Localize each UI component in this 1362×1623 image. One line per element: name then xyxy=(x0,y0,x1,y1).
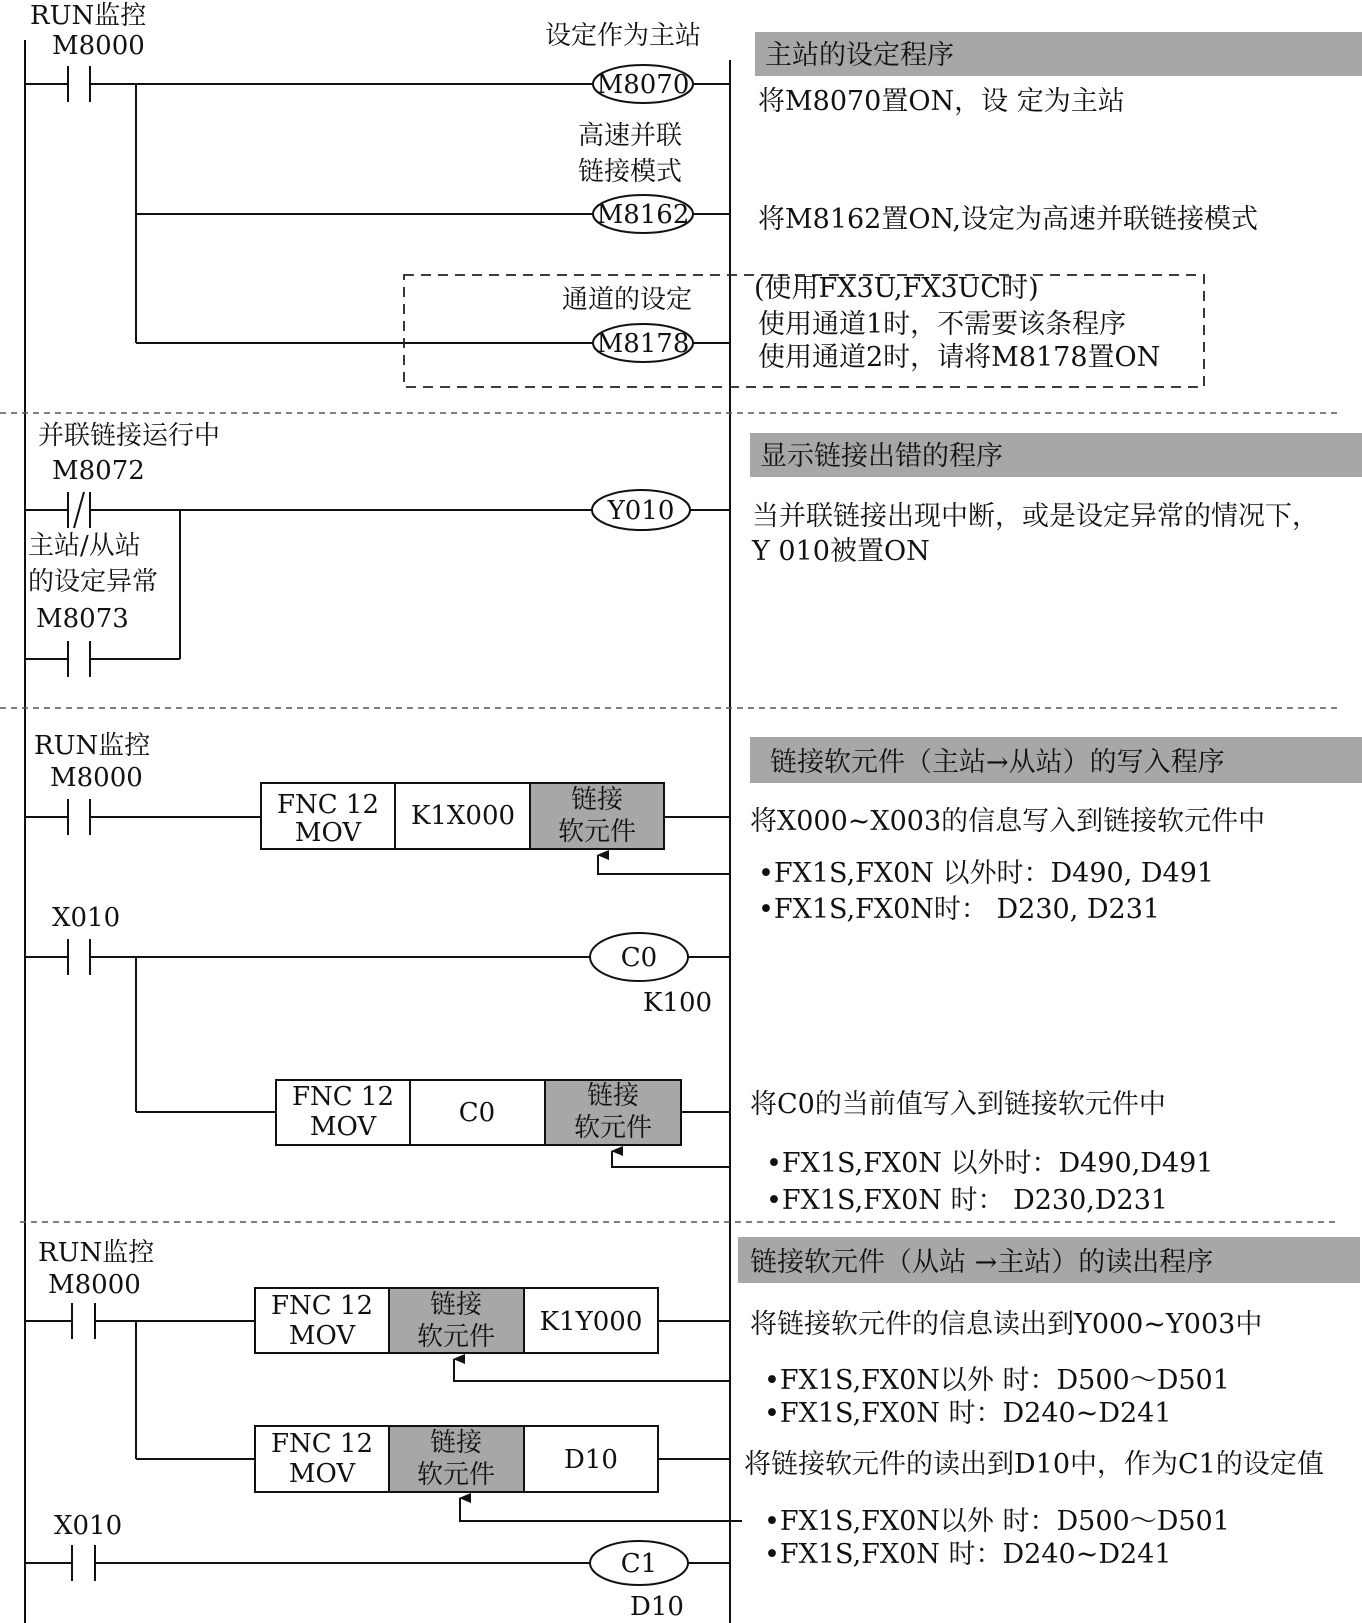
contact-label-m8072: M8072 xyxy=(52,456,145,486)
note-write-x000: 将X000~X003的信息写入到链接软元件中 xyxy=(750,806,1266,837)
header-link-read: 链接软元件（从站 →主站）的读出程序 xyxy=(750,1247,1214,1278)
note-read-y000: 将链接软元件的信息读出到Y000~Y003中 xyxy=(750,1309,1263,1340)
mov2-src: C0 xyxy=(458,1098,496,1128)
contact-label-m8000-3: M8000 xyxy=(50,763,143,793)
contact-label-x010-3: X010 xyxy=(52,903,121,933)
coil-label-c0: C0 xyxy=(620,943,658,973)
coil-label-m8162: M8162 xyxy=(596,200,690,230)
mov1-dest-line2: 软元件 xyxy=(557,817,637,847)
contact-comment-link-running: 并联链接运行中 xyxy=(38,421,221,451)
mov3-dest: K1Y000 xyxy=(539,1307,643,1337)
note-write-c0-d230: •FX1S,FX0N 时： D230,D231 xyxy=(766,1185,1169,1216)
mov4-op: MOV xyxy=(288,1459,356,1489)
contact-label-m8073: M8073 xyxy=(36,604,129,634)
coil-label-y010: Y010 xyxy=(607,496,675,526)
mov4-src-line1: 链接 xyxy=(429,1428,483,1458)
coil-label-m8178: M8178 xyxy=(596,329,690,359)
note-read-d500-1: •FX1S,FX0N以外 时：D500～D501 xyxy=(764,1365,1230,1396)
mov1-op: MOV xyxy=(294,818,362,848)
note-read-d500-2: •FX1S,FX0N以外 时：D500～D501 xyxy=(764,1506,1230,1537)
contact-label-m8000-1: M8000 xyxy=(52,31,145,61)
mov1-fnc: FNC 12 xyxy=(276,790,380,820)
mov4-src-line2: 软元件 xyxy=(416,1460,496,1490)
note-read-d10: 将链接软元件的读出到D10中，作为C1的设定值 xyxy=(744,1449,1324,1480)
mov1-src: K1X000 xyxy=(410,801,516,831)
note-fx3u-line3: 使用通道2时，请将M8178置ON xyxy=(758,342,1161,373)
contact-comment-run-monitor-3: RUN监控 xyxy=(34,731,151,761)
note-write-d490: •FX1S,FX0N 以外时：D490, D491 xyxy=(758,858,1215,889)
coil-comment-m8162-line1: 高速并联 xyxy=(578,121,683,151)
mov1-dest-line1: 链接 xyxy=(570,785,624,815)
note-write-d230: •FX1S,FX0N时： D230, D231 xyxy=(758,894,1161,925)
coil-setting-k100: K100 xyxy=(643,988,713,1018)
note-m8070: 将M8070置ON，设 定为主站 xyxy=(758,86,1125,117)
coil-label-c1: C1 xyxy=(620,1549,658,1579)
mov2-dest-line2: 软元件 xyxy=(573,1113,653,1143)
contact-comment-run-monitor-1: RUN监控 xyxy=(30,1,147,31)
note-write-c0: 将C0的当前值写入到链接软元件中 xyxy=(750,1089,1166,1120)
mov2-dest-line1: 链接 xyxy=(586,1081,640,1111)
note-y010-line2: Y 010被置ON xyxy=(752,536,930,567)
arrow-mov4 xyxy=(460,1498,742,1521)
mov2-op: MOV xyxy=(309,1112,377,1142)
contact-comment-setting-error-line2: 的设定异常 xyxy=(28,567,159,597)
note-read-d240-2: •FX1S,FX0N 时：D240~D241 xyxy=(764,1539,1172,1570)
coil-comment-m8178: 通道的设定 xyxy=(562,285,693,315)
mov3-src-line2: 软元件 xyxy=(416,1322,496,1352)
note-read-d240-1: •FX1S,FX0N 时：D240~D241 xyxy=(764,1398,1172,1429)
header-link-write: 链接软元件（主站→从站）的写入程序 xyxy=(770,747,1225,778)
contact-comment-setting-error-line1: 主站/从站 xyxy=(28,531,141,561)
contact-label-x010-4: X010 xyxy=(54,1511,123,1541)
coil-comment-m8162-line2: 链接模式 xyxy=(578,157,683,187)
header-master-setting: 主站的设定程序 xyxy=(765,40,954,71)
coil-comment-m8070: 设定作为主站 xyxy=(545,21,702,51)
coil-setting-d10: D10 xyxy=(630,1592,684,1622)
note-y010-line1: 当并联链接出现中断，或是设定异常的情况下， xyxy=(752,501,1319,532)
mov3-src-line1: 链接 xyxy=(429,1290,483,1320)
note-fx3u-line2: 使用通道1时，不需要该条程序 xyxy=(758,309,1127,340)
note-write-c0-d490: •FX1S,FX0N 以外时：D490,D491 xyxy=(766,1148,1214,1179)
mov2-fnc: FNC 12 xyxy=(291,1082,395,1112)
coil-label-m8070: M8070 xyxy=(596,70,690,100)
mov4-fnc: FNC 12 xyxy=(270,1429,374,1459)
mov3-op: MOV xyxy=(288,1321,356,1351)
arrow-mov3 xyxy=(454,1359,730,1381)
contact-label-m8000-4: M8000 xyxy=(48,1270,141,1300)
arrow-mov1 xyxy=(598,855,730,874)
arrow-mov2 xyxy=(612,1151,730,1167)
mov4-dest: D10 xyxy=(564,1445,618,1475)
header-link-error: 显示链接出错的程序 xyxy=(760,441,1003,472)
note-m8162: 将M8162置ON,设定为高速并联链接模式 xyxy=(758,204,1258,235)
note-fx3u-line1: (使用FX3U,FX3UC时) xyxy=(754,273,1039,304)
contact-comment-run-monitor-4: RUN监控 xyxy=(38,1238,155,1268)
mov3-fnc: FNC 12 xyxy=(270,1291,374,1321)
